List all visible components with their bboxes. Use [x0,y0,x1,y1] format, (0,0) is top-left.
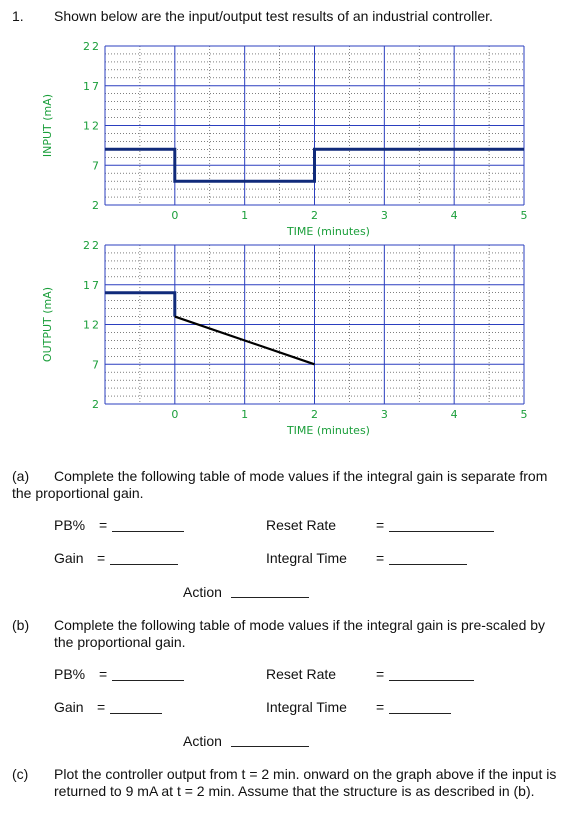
part-a-action-blank[interactable] [231,584,309,598]
output-y-tick-label: 12 [83,318,101,332]
output-y-tick-label: 17 [83,278,101,292]
part-a-gain-label: Gain [54,550,84,566]
part-a-gain-blank[interactable] [110,551,178,565]
part-a-pb-blank[interactable] [112,518,184,532]
part-a-pb-label: PB% [54,517,86,533]
part-a-reset-rate-blank[interactable] [389,518,494,532]
output-x-axis-label: TIME (minutes) [286,424,370,437]
input-x-tick-label: 2 [311,209,318,222]
input-x-tick-label: 0 [171,209,179,222]
input-y-tick-label: 17 [83,79,101,93]
part-a-reset-rate-label: Reset Rate [266,517,337,533]
part-b-pb-label: PB% [54,666,86,682]
problem-number: 1. [12,8,24,24]
input-y-tick-label: 2 [92,199,101,212]
part-b-action-label: Action [183,733,222,749]
output-x-tick-label: 1 [241,408,249,421]
part-a-label: (a) [12,468,30,484]
output-x-tick-label: 4 [450,408,458,421]
part-b-integral-time-eq: = [376,699,385,715]
part-b-reset-rate-label: Reset Rate [266,666,337,682]
input-y-tick-label: 7 [92,159,101,173]
part-b-text-line1: Complete the following table of mode values if the integral gain is pre-scaled by [54,617,546,633]
part-b-reset-rate-eq: = [376,666,385,682]
part-b-pb-eq: = [99,666,108,682]
part-b-reset-rate-blank[interactable] [389,667,474,681]
part-b-action-blank[interactable] [231,733,309,747]
part-a-text-line1: Complete the following table of mode values if the integral gain is separate from [54,468,548,484]
input-x-tick-label: 5 [520,209,528,222]
part-a-gain-eq: = [97,550,106,566]
output-chart [41,239,528,437]
part-b-gain-label: Gain [54,699,84,715]
output-x-tick-label: 2 [311,408,318,421]
part-a-text-line2: the proportional gain. [12,485,144,501]
part-a-integral-time-label: Integral Time [266,550,347,566]
input-x-tick-label: 1 [241,209,249,222]
part-c-text-line2: returned to 9 mA at t = 2 min. Assume that the structure is as described in (b). [54,783,535,799]
input-y-tick-label: 22 [83,40,101,53]
output-x-tick-label: 3 [380,408,388,421]
output-x-tick-label: 5 [520,408,528,421]
part-c-text-line1: Plot the controller output from t = 2 min. onward on the graph above if the input is [54,766,557,782]
output-x-tick-label: 0 [171,408,179,421]
input-chart [41,40,528,238]
part-b-gain-blank[interactable] [110,700,162,714]
output-y-tick-label: 7 [92,358,101,372]
part-b-integral-time-blank[interactable] [389,700,451,714]
part-a-action-label: Action [183,584,222,600]
problem-statement: Shown below are the input/output test results of an industrial controller. [54,8,493,24]
part-b-integral-time-label: Integral Time [266,699,347,715]
output-y-tick-label: 2 [92,398,101,411]
part-a-integral-time-eq: = [376,550,385,566]
part-b-label: (b) [12,617,30,633]
input-x-axis-label: TIME (minutes) [286,225,370,238]
input-x-tick-label: 3 [380,209,388,222]
output-y-axis-label: OUTPUT (mA) [41,286,54,363]
part-c-label: (c) [12,766,29,782]
input-y-tick-label: 12 [83,119,101,133]
part-a-integral-time-blank[interactable] [389,551,467,565]
part-a-pb-eq: = [99,517,108,533]
part-b-text-line2: the proportional gain. [54,634,186,650]
input-x-tick-label: 4 [450,209,458,222]
part-b-gain-eq: = [97,699,106,715]
part-b-pb-blank[interactable] [112,667,184,681]
output-y-tick-label: 22 [83,239,101,252]
input-y-axis-label: INPUT (mA) [41,93,54,158]
part-a-reset-rate-eq: = [376,517,385,533]
